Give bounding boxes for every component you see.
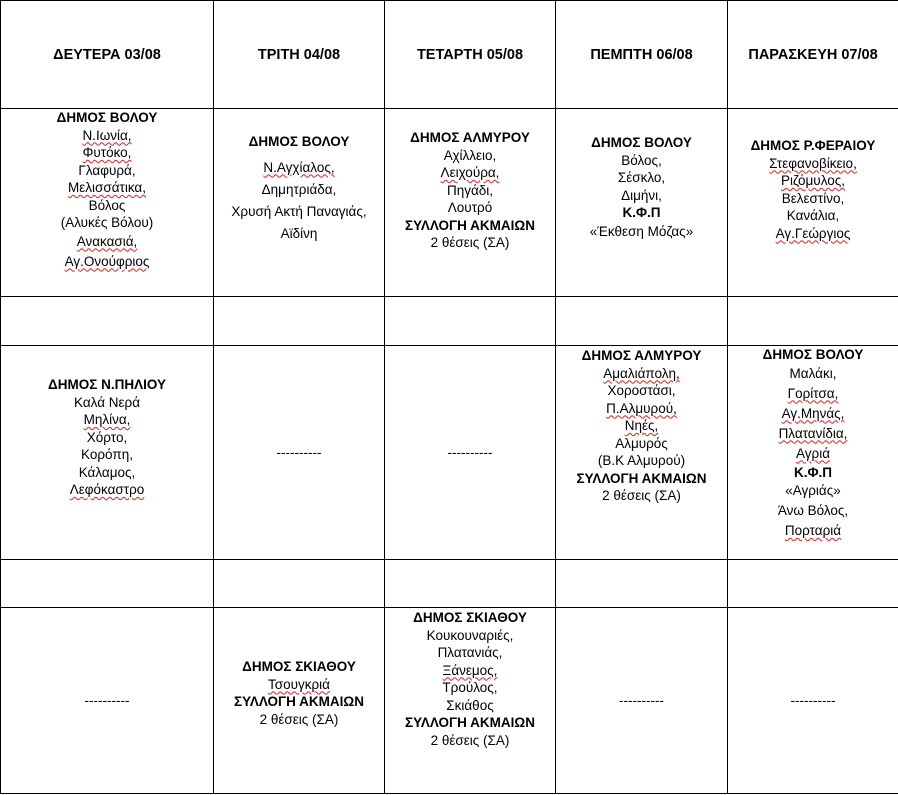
kfp-label: Κ.Φ.Π [622,205,661,220]
header-friday: ΠΑΡΑΣΚΕΥΗ 07/08 [728,1,898,109]
empty-cell [556,560,728,608]
location-line: Πορταριά [784,523,842,538]
header-row [1,1,898,109]
location-line: Μαλάκι, [789,365,837,381]
location-line: Ν.Αγχίαλος, [263,159,335,175]
location-line: Χόρτο, [86,429,128,445]
location-line: Τρούλος, [442,680,498,695]
location-line: Ανακασιά, [76,233,138,249]
location-line: Λεφόκαστρο [69,482,145,497]
empty-cell [214,560,385,608]
location-line: Διμήνι, [621,187,662,203]
location-line: Στεφανοβίκειο, [769,155,857,171]
location-line: Αμαλιάπολη, [603,365,680,381]
empty-cell [214,297,385,346]
location-line: Αχίλλειο, [443,147,497,163]
location-line: Κουκουναριές, [426,627,514,643]
location-line: Κανάλια, [786,208,840,223]
collection-label: ΣΥΛΛΟΓΗ ΑΚΜΑΙΩΝ [576,470,707,486]
cell-r2-tuesday [214,346,385,560]
location-line: Μελισσάτικα, [68,180,146,195]
cell-r3-thursday [556,608,728,794]
location-line: Αγριά [796,445,830,461]
cell-r3-wednesday [385,608,556,794]
kfp-label: Κ.Φ.Π [793,464,833,480]
empty-dash: ---------- [84,692,130,708]
collection-label: ΣΥΛΛΟΓΗ ΑΚΜΑΙΩΝ [405,217,535,233]
header-thursday: ΠΕΜΠΤΗ 06/08 [556,1,728,109]
schedule-row-3 [1,608,898,794]
cell-r2-friday [728,346,898,560]
municipality-title: ΔΗΜΟΣ ΣΚΙΑΘΟΥ [242,659,356,674]
empty-cell [1,560,214,608]
cell-r1-wednesday [385,109,556,297]
header-monday: ΔΕΥΤΕΡΑ 03/08 [1,1,214,109]
location-line: Σκιάθος [446,697,494,713]
positions-note: 2 θέσεις (ΣΑ) [430,732,510,748]
empty-dash: ---------- [619,692,664,708]
spacer-row [1,297,898,346]
empty-cell [385,560,556,608]
empty-cell [728,560,898,608]
location-line: Αλμυρός [615,435,668,451]
location-line: Λειχούρα, [440,165,500,180]
collection-label: ΣΥΛΛΟΓΗ ΑΚΜΑΙΩΝ [234,694,364,709]
location-line: Αγ.Γεώργιος [775,225,851,241]
municipality-title: ΔΗΜΟΣ Ν.ΠΗΛΙΟΥ [48,377,166,392]
exhibition-note: «Έκθεση Μόζας» [589,223,694,239]
empty-cell [728,297,898,346]
location-line: Π.Αλμυρού, [606,400,677,416]
municipality-title: ΔΗΜΟΣ ΒΟΛΟΥ [56,110,158,125]
cell-r2-thursday [556,346,728,560]
location-line: Καλά Νερά [74,394,140,410]
header-tuesday: ΤΡΙΤΗ 04/08 [214,1,385,109]
location-line: Αγ.Μηνάς, [781,405,845,421]
location-line: Βόλος, [621,152,662,168]
cell-r1-monday [1,109,214,297]
location-line: (Αλυκές Βόλου) [60,215,154,230]
schedule-row-1 [1,109,898,297]
cell-r3-friday [728,608,898,794]
location-line: Βελεστίνο, [781,190,845,206]
empty-cell [556,297,728,346]
collection-label: ΣΥΛΛΟΓΗ ΑΚΜΑΙΩΝ [405,715,535,730]
location-line: Πλατανιάς, [437,645,503,660]
empty-dash: ---------- [447,444,493,460]
municipality-title: ΔΗΜΟΣ ΣΚΙΑΘΟΥ [413,610,527,625]
location-line: Χρυσή Ακτή Παναγιάς, [231,203,367,219]
municipality-title: ΔΗΜΟΣ ΒΟΛΟΥ [762,347,864,362]
location-line: Κάλαμος, [78,464,136,480]
empty-cell [1,297,214,346]
location-line: Λουτρό [447,200,493,215]
location-line: (Β.Κ Αλμυρού) [597,453,686,468]
location-line: Βόλος [88,197,126,213]
location-line: Σέσκλο, [617,170,666,185]
cell-r3-monday [1,608,214,794]
location-line: Γλαφυρά, [78,162,136,178]
location-line: Άνω Βόλος, [777,503,849,518]
location-line: Χοροστάσι, [607,383,676,398]
spacer-row [1,560,898,608]
positions-note: 2 θέσεις (ΣΑ) [259,711,339,727]
location-line: Φυτόκο, [82,145,132,160]
positions-note: 2 θέσεις (ΣΑ) [602,488,681,503]
municipality-title: ΔΗΜΟΣ Ρ.ΦΕΡΑΙΟΥ [750,138,876,153]
location-line: Μηλίνα, [83,412,131,427]
municipality-title: ΔΗΜΟΣ ΒΟΛΟΥ [591,135,692,150]
location-line: Κορόπη, [81,447,133,462]
schedule-row-2 [1,346,898,560]
cell-r3-tuesday [214,608,385,794]
location-line: Ν.Ιωνία, [82,127,132,143]
positions-note: 2 θέσεις (ΣΑ) [430,235,510,250]
location-line: «Αγριάς» [785,483,841,498]
cell-r1-tuesday [214,109,385,297]
cell-r1-thursday [556,109,728,297]
location-line: Πηγάδι, [446,182,494,198]
cell-r2-wednesday [385,346,556,560]
municipality-title: ΔΗΜΟΣ ΒΟΛΟΥ [248,134,350,149]
location-line: Γορίτσα, [787,385,839,401]
location-line: Ξάνεμος, [442,662,498,678]
empty-dash: ---------- [790,692,836,708]
location-line: Νηές, [624,418,659,433]
municipality-title: ΔΗΜΟΣ ΑΛΜΥΡΟΥ [581,348,702,363]
location-line: Τσουγκριά [268,676,330,692]
cell-r2-monday [1,346,214,560]
location-line: Δημητριάδα, [261,181,337,197]
header-wednesday: ΤΕΤΑΡΤΗ 05/08 [385,1,556,109]
location-line: Ριζόμυλος, [780,173,846,188]
cell-r1-friday [728,109,898,297]
empty-cell [385,297,556,346]
location-line: Αϊδίνη [280,225,318,241]
location-line: Πλατανίδια, [778,425,848,441]
location-line: Αγ.Ονούφριος [64,253,150,269]
municipality-title: ΔΗΜΟΣ ΑΛΜΥΡΟΥ [410,130,530,145]
empty-dash: ---------- [276,444,322,460]
